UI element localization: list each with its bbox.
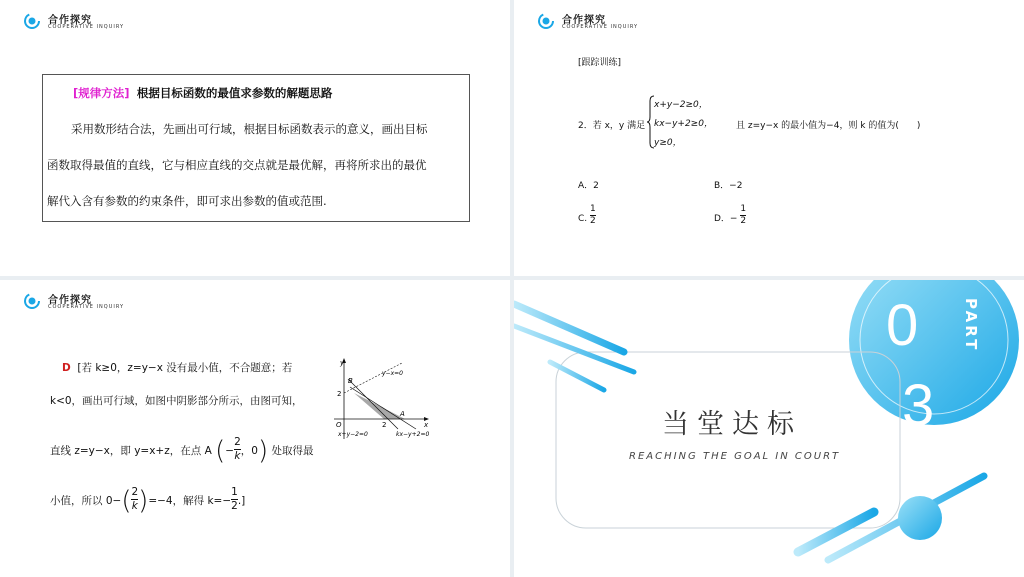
rule-heading: 根据目标函数的最值求参数的解题思路 [136, 86, 333, 100]
x-axis-label: x [424, 421, 429, 429]
feasible-region-graph [330, 355, 440, 445]
header-title: 合作探究 [48, 15, 92, 26]
slide-1[interactable] [0, 0, 510, 276]
rule-method-box [42, 74, 470, 222]
option-d-prefix: D．− [714, 214, 738, 224]
slide-3[interactable] [0, 280, 510, 577]
header-title: 合作探究 [48, 295, 92, 306]
origin-label: O [336, 421, 342, 429]
line-yx-label: y−x=0 [382, 370, 403, 377]
header-title: 合作探究 [562, 15, 606, 26]
logo-icon [24, 13, 40, 29]
rule-line-2: 函数取得最值的直线，它与相应直线的交点就是最优解，再将所求出的最优 [47, 158, 427, 172]
question-suffix: 且 z=y−x 的最小值为−4，则 k 的值为( ) [736, 121, 921, 131]
slide-2[interactable] [514, 0, 1024, 276]
part-number-3: 3 [902, 373, 935, 438]
part-label: PART [962, 298, 980, 353]
header-subtitle: COOPERATIVE INQUIRY [48, 24, 125, 30]
line-x-plus-y [348, 379, 398, 429]
line-2-label: kx−y+2=0 [396, 431, 430, 438]
option-b[interactable]: B．−2 [714, 181, 743, 191]
constraint-1: x+y−2≥0， [654, 100, 708, 110]
option-a[interactable]: A．2 [578, 181, 599, 191]
option-c-fraction: $\frac{1}{2}$ [590, 204, 596, 226]
point-b-label: B [348, 377, 353, 385]
solution-line-4: 小值，所以 0−( $\frac{2}{k}$ )=−4，解得 k=− $\frac{1}{2}$ .] [50, 485, 246, 516]
answer-letter: D [62, 362, 71, 374]
small-blue-circle [898, 496, 942, 540]
logo-icon [24, 293, 40, 309]
part-number-0: 0 [886, 293, 919, 358]
rule-line-3: 解代入含有参数的约束条件，即可求出参数的值或范围. [47, 194, 327, 208]
header-subtitle: COOPERATIVE INQUIRY [48, 304, 125, 310]
y-tick-2: 2 [337, 390, 342, 398]
x-tick-2: 2 [382, 421, 387, 429]
slide-4[interactable] [514, 280, 1024, 577]
option-c-prefix: C. [578, 214, 588, 224]
solution-line-2: k<0，画出可行域，如图中阴影部分所示，由图可知， [50, 395, 303, 407]
option-d[interactable] [714, 204, 747, 227]
section-subtitle: REACHING THE GOAL IN COURT [629, 451, 841, 462]
logo-icon [538, 13, 554, 29]
constraint-2: kx−y+2≥0， [654, 119, 713, 129]
option-c[interactable] [578, 204, 596, 227]
header-subtitle: COOPERATIVE INQUIRY [562, 24, 639, 30]
constraint-3: y≥0， [654, 138, 682, 148]
solution-line-3: 直线 z=y−x，即 y=x+z，在点 A (− $\frac{2}{k}$ ，0) 处取得最 [50, 435, 314, 466]
option-d-fraction: $\frac{1}{2}$ [740, 204, 747, 226]
point-a-label: A [400, 410, 405, 418]
solution-line-1: D [若 k≥0，z=y−x 没有最小值，不合题意；若 [62, 362, 293, 374]
question-prefix: 2．若 x，y 满足 [578, 121, 646, 131]
y-axis-label: y [340, 359, 345, 367]
section-title: 当堂达标 [662, 409, 802, 440]
rule-line-1: 采用数形结合法，先画出可行域，根据目标函数表示的意义，画出目标 [71, 122, 428, 136]
practice-tag: [跟踪训练] [578, 58, 622, 68]
line-1-label: x+y−2=0 [338, 431, 368, 438]
rule-label: [规律方法] [73, 86, 130, 100]
